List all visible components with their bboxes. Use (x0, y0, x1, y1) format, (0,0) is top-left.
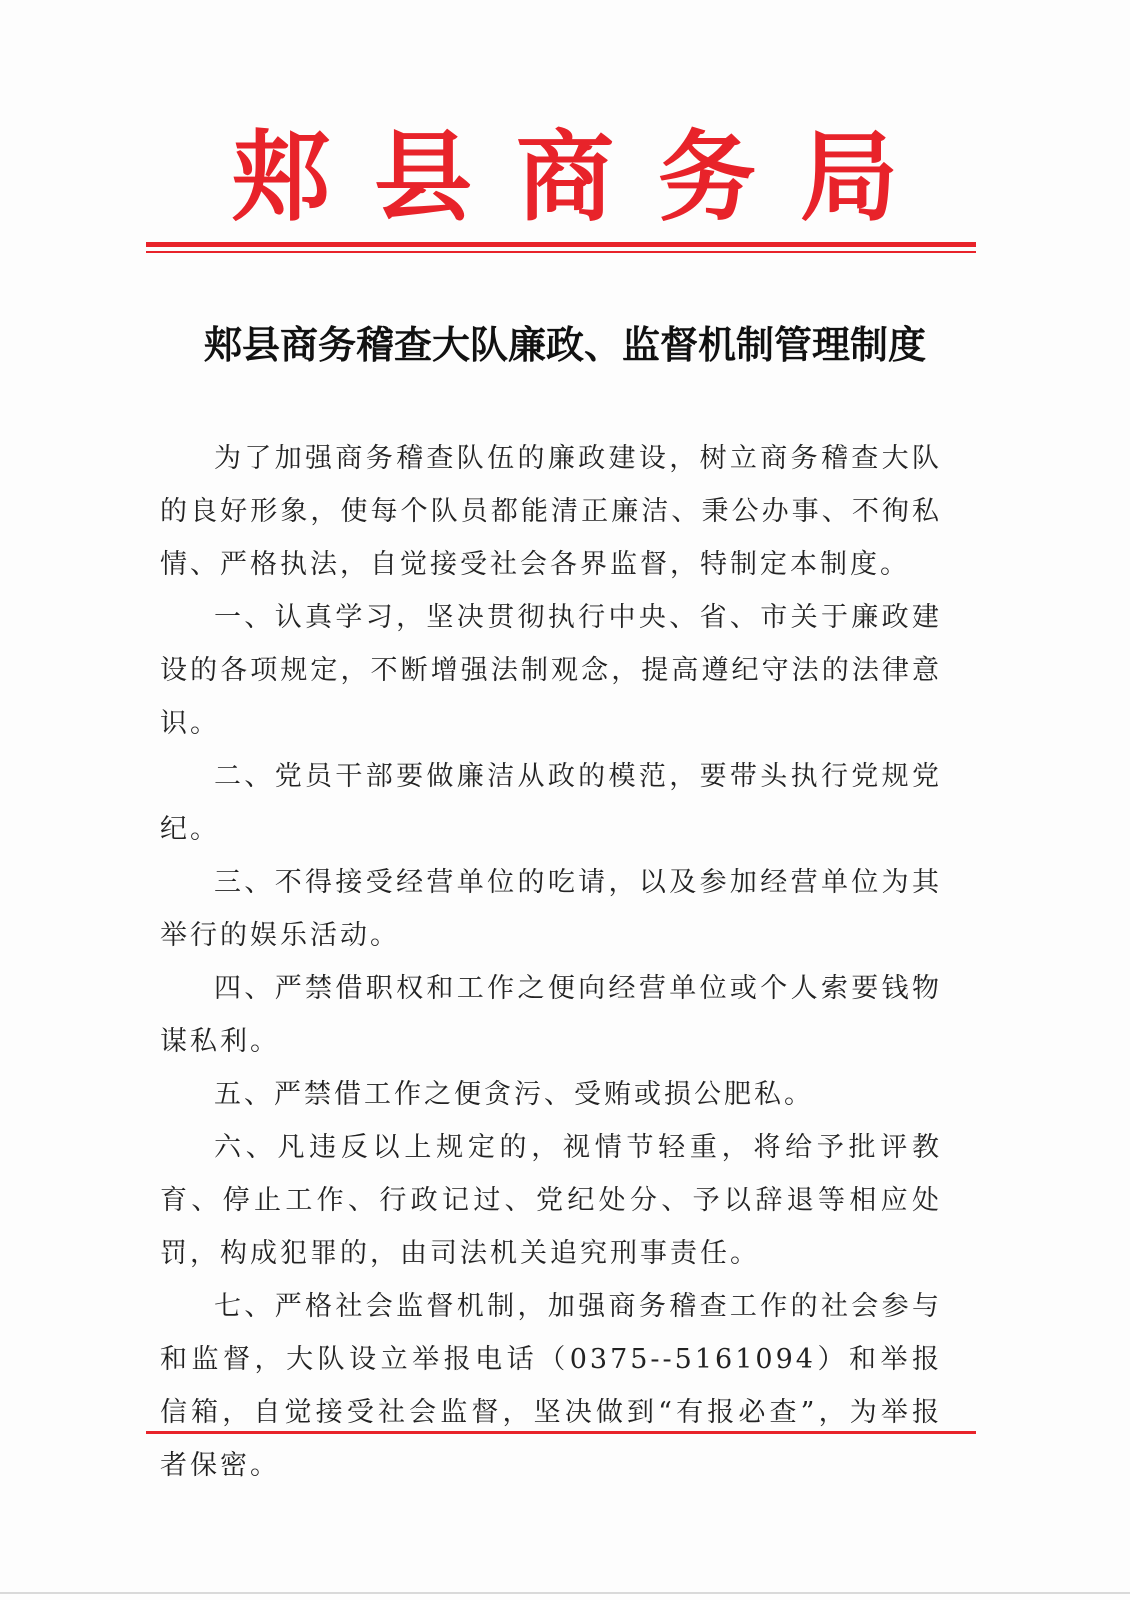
footer-red-rule (146, 1431, 976, 1434)
clause-1: 一、认真学习，坚决贯彻执行中央、省、市关于廉政建设的各项规定，不断增强法制观念，提高遵纪守法的法律意识。 (160, 602, 942, 739)
document-body (160, 432, 942, 1492)
letterhead-org-name: 郏县商务局 (231, 120, 942, 235)
clause-7: 七、严格社会监督机制，加强商务稽查工作的社会参与和监督，大队设立举报电话（0375--5161094）和举报信箱，自觉接受社会监督，坚决做到“有报必查”，为举报者保密。 (160, 1291, 942, 1481)
red-rule-thick (146, 242, 976, 247)
red-rule-thin (146, 251, 976, 253)
clause-2: 二、党员干部要做廉洁从政的模范，要带头执行党规党纪。 (160, 761, 942, 845)
intro-paragraph: 为了加强商务稽查队伍的廉政建设，树立商务稽查大队的良好形象，使每个队员都能清正廉洁、秉公办事、不徇私情、严格执法，自觉接受社会各界监督，特制定本制度。 (160, 443, 942, 580)
scan-edge-line (0, 1592, 1130, 1594)
clause-4: 四、严禁借职权和工作之便向经营单位或个人索要钱物谋私利。 (160, 973, 942, 1057)
clause-5: 五、严禁借工作之便贪污、受贿或损公肥私。 (214, 1079, 814, 1110)
clause-6: 六、凡违反以上规定的，视情节轻重，将给予批评教育、停止工作、行政记过、党纪处分、予以辞退等相应处罚，构成犯罪的，由司法机关追究刑事责任。 (160, 1132, 942, 1269)
letterhead-red-rule (146, 242, 976, 256)
document-title: 郏县商务稽查大队廉政、监督机制管理制度 (203, 322, 926, 367)
clause-3: 三、不得接受经营单位的吃请，以及参加经营单位为其举行的娱乐活动。 (160, 867, 942, 951)
